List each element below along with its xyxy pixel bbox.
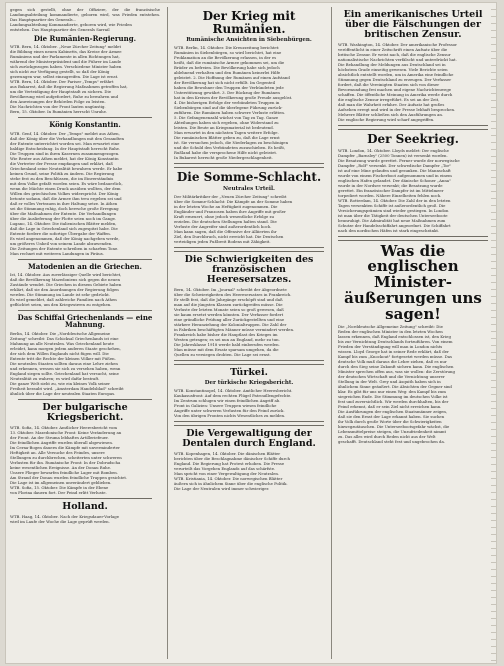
body-text: Die „Norddeutsche Allgemeine Zeitung" schreibt: Die Reden der englischen Minister in den letzten Wochen lassen erkennen, daß England entschlossen ist, den Krieg bis zur Vernichtung Deutschlands fortzuführen. Von einem Frieden der Verständigung will man in London nichts wissen. Lloyd George hat in seiner Rede erklärt, daß der Kampf bis zum „Knockout" fortgesetzt werden müsse. Das deutsche Volk muß daraus die Lehre ziehen, daß es nur durch den Sieg seine Zukunft sichern kann. Die englischen Minister sprechen offen aus, was sie wollen: die Zerstörung der deutschen Wirtschaft und die Vernichtung unserer Stellung in der Welt. Grey und Asquith haben sich in ähnlichem Sinne geäußert. Die Absichten der Gegner sind klar. Es gibt für uns nur einen Weg: den Kampf bis zum siegreichen Ende. Die Stimmung im deutschen Volke ist fest und zuversichtlich. Wir werden durchhalten, bis der Feind erkennt, daß er sein Ziel nicht erreichen kann. Die Ausführungen der englischen Staatsmänner zeigen, daß sie den Ernst der Lage erkannt haben. Sie suchen ihr Volk durch große Worte über die Schwierigkeiten hinwegzutäuschen. Die Unterseebootsgefahr wächst, die Lebensmittelpreise steigen, die Unzufriedenheit nimmt zu. Das alles wird durch Reden nicht aus der Welt geschafft. Deutschland steht fest und ungebrochen da. [338, 324, 455, 445]
column-2 [174, 7, 324, 659]
separator [18, 399, 152, 400]
section-subheading: Rumänische Ansichten in Siebenbürgen. [186, 37, 312, 44]
section-heading: Der Krieg mit Rumänien. [202, 9, 296, 36]
body-text: Berlin, 14. Oktober. Die „Norddeutsche Allgemeine Zeitung" schreibt: Das Schicksal Griechenlands ist eine Mahnung an alle Neutralen. Was Griechenland heute erleidet, kann morgen jedem anderen Staate geschehen, der sich dem Willen Englands nicht fügen will. Die Entente tritt die Rechte der kleinen Völker mit Füßen. Die neutralen Staaten sollten daraus eine Lehre ziehen und erkennen, wessen sie sich zu versehen haben, wenn England siegen sollte. Griechenland hat versucht, seine Neutralität zu wahren; es wird dafür bestraft. Die ganze Welt sieht zu, wie ein kleines Volk seiner Freiheit beraubt wird. „Amsterdam Handelsblad" schreibt ähnlich über die Lage der neutralen Staaten Europas. [10, 330, 124, 396]
body-text: WTB. Berlin, 14. Oktober. Die Kreuzzeitung berichtet: Rumänien in Siebenbürgen, so wird berichtet, hat eine Proklamation an die Bevölkerung erlassen, in der es heißt, daß die rumänische Armee gekommen sei, um die Brüder zu befreien. Die Bevölkerung habe sich jedoch ablehnend verhalten und den Rumänen keinerlei Hilfe geleistet. 2. Die Hoffnung der Rumänen auf einen Aufstand der Bevölkerung hat sich nicht erfüllt. Im Gegenteil haben die Bewohner den Truppen der Verbündeten jede Unterstützung gewährt. 3. Der Rückzug der Rumänen hat in den Kreisen der Bevölkerung große Freude ausgelöst. 4. Die bisherigen Erfolge der verbündeten Truppen in Siebenbürgen sind auf die überlegene Führung zurück- zuführen. Die Rumänen haben schwere Verluste erlitten. 5. Die Gefangenenzahl wächst von Tag zu Tag. Ganze Abteilungen haben sich ergeben, ohne Widerstand zu leisten. Die Beute an Kriegsmaterial ist bedeutend. Man erwartet in den nächsten Tagen weitere Erfolge. Die rumänischen Blätter geben zu, daß die Lage ernst ist. Sie versuchen jedoch, die Niederlagen zu beschönigen und die Schuld den Verbündeten zuzuschieben. Es heißt, Rußland habe die versprochene Hilfe nicht geleistet. In Bukarest herrscht große Niedergeschlagenheit. [174, 45, 293, 161]
separator [174, 163, 324, 168]
body-text: WTB. Washington, 14. Oktober. Der amerikanische Professor veröffentlicht in einer Zeitschrift einen Aufsatz über die britische Zensur. Er weist nach, daß die englische Zensur nationalistische Nachrichten verfälscht und unterdrückt hat. Die Behandlung der Meldungen aus Deutschland sei in höchstem Grade einseitig gewesen. Viele Berichte seien absichtlich entstellt worden, um in Amerika eine feindliche Stimmung gegen Deutschland zu erzeugen. Der Verfasser fordert, daß die Vereinigten Staaten sich von dieser Bevormundung frei machen und eigene Nachrichtenwege schaffen. Die öffentliche Meinung in Amerika werde durch die englische Zensur irregeführt. Es sei an der Zeit, daß man die Wahrheit erfahre. Der Aufsatz hat großes Aufsehen erregt und wird in der Presse lebhaft besprochen. Mehrere Blätter schließen sich den Ausführungen an. Die englische Regierung wird scharf angegriffen. [338, 41, 457, 122]
body-text: WTB. Sofia, 14. Oktober. Amtlicher Heeresbericht vom 13. Oktober. Mazedonische Front: Keine Veränderung an der Front. An der Struma lebhaftes Artilleriefeuer. Die feindlichen Angriffe wurden überall abgewiesen. Im Cerna-Bogen dauern die Kämpfe mit unverminderter Heftigkeit an. Alle Versuche des Feindes, unsere Stellungen zu durchbrechen, scheiterten unter schweren Verlusten für ihn. Rumänische Front: In der Dobrudscha keine wesentlichen Ereignisse. An der Donau Ruhe. Unsere Flieger bewarfen feindliche Lager mit Bomben. Am Strand der Donau wurden feindliche Truppen gesichtet. Die Lage ist im allgemeinen unverändert geblieben. WTB. Sofia, 15. Oktober. Die Kämpfe in der Ebene von Florina dauern fort. Der Feind erlitt Verluste. [10, 424, 128, 495]
body-text: WTB. London, 14. Oktober. Lloyds meldet: Der englische Dampfer „Barnsley" (2500 Tonnen) ist versenkt worden. Die Besatzung wurde gerettet. Ferner wurde der norwegische Dampfer „Rolf" versenkt. Der schwedische Dampfer „Tor" ist auf eine Mine gelaufen und gesunken. Die Mannschaft wurde von einem Fischerboot aufgenommen und in einem englischen Hafen gelandet. Der dänische Schoner „Anna" wurde in der Nordsee versenkt; die Besatzung wurde gerettet. Ein französischer Dampfer ist im Mittelmeer torpediert worden. Nähere Einzelheiten fehlen noch. WTB. Rotterdam, 14. Oktober. Die Zahl der in den letzten Tagen versenkten Schiffe ist außerordentlich groß. Die Versicherungsprämien sind wieder gestiegen. In London ist man über die Tätigkeit der deutschen Unterseeboote beunruhigt. Die Admiralität hat neue Maßnahmen zum Schutze der Handelsschiffahrt angeordnet. Die Schiffahrt nach den nordischen Häfen ist stark eingeschränkt. [338, 147, 460, 233]
separator [338, 236, 488, 241]
separator [174, 360, 324, 365]
section-heading: Ein amerikanisches Urteil über die Fälschungen der britischen Zensur. [343, 9, 483, 40]
column-3 [338, 7, 488, 659]
section-heading: König Konstantin. [49, 120, 121, 130]
separator [18, 117, 152, 118]
body-text: Bern, 14. Oktober. Im „Journal" schreibt der Abgeordnete über die Schwierigkeiten des Heeresersatzes in Frankreich. Er stellt fest, daß die Jahrgänge erschöpft sind und daß man auf die jüngsten Klassen zurückgreifen müsse. Die Verluste der letzten Monate seien so groß gewesen, daß sie kaum ersetzt werden könnten. Der Verfasser fordert eine gründliche Prüfung aller Zurückgestellten und eine stärkere Heranziehung der Kolonialtruppen. Die Zahl der in Fabriken beschäftigten Männer müsse vermindert werden. Frankreich habe bisher die Hauptlast des Krieges im Westen getragen; es sei nun an England, mehr zu tun. Die Jahresklasse 1918 werde bald einberufen werden. Man müsse mit dem Ersatz sparsam umgehen, da die Quellen zu versiegen drohten. Die Lage sei ernst. [174, 286, 295, 357]
section-heading: Der Seekrieg. [367, 131, 459, 146]
column-rule [167, 7, 168, 659]
body-text: Ist, 14. Oktober. Aus zuverlässiger Quelle wird berichtet, daß die Bevölkerung Mazedoniens sich gegen die neuen Zustände wendet. Die Griechen in diesem Gebiete haben erklärt, daß sie den Anordnungen der Regierung folgen werden. Die Stimmung im Lande ist sehr gedrückt. Es wird gemeldet, daß zahlreiche Familien nach Athen geflüchtet seien, um den Kriegswirren zu entgehen. [10, 272, 122, 308]
body-text: WTB. Bern, 14. Oktober. „Neue Zürcher Zeitung" meldet die Bildung eines neuen Kabinetts, das Kreise der Armee Rumäniens und der Parlamente in allen Richtungen hat, während der Ministerpräsident und die Führer im Lande sich zurückgezogen haben. Verschiedene Minister haben sich nicht zur Verfügung gestellt, so daß der König gezwungen war, selbst einzugreifen. Die Lage ist ernst. WTB. Bern, 14. Oktober. Der Pariser „Temps" erfährt aus Bukarest, daß die Regierung Maßnahmen getroffen hat, um die Verteidigung der Hauptstadt zu sichern. Die Bevölkerung wird aufgefordert, Ruhe zu bewahren und den Anweisungen der Behörden Folge zu leisten. Die Nachrichten von der Front lauten ungünstig. Bern, 15. Oktober. In Rumänien herrscht Unruhe. [10, 44, 128, 115]
body-text: WTB. Genf, 14. Oktober. Der „Temps" meldet aus Athen, daß der König über die Verhandlungen mit den Gesandten der Entente unterrichtet worden sei. Man erwartet eine baldige Entscheidung. In der Hauptstadt herrscht Ruhe. Die Truppen sind in ihren Kasernen zusammengezogen. Wie Reuter aus Athen meldet, hat der König Konstantin die Vertreter der Presse empfangen und erklärt, daß Griechenland seine Neutralität bewahren werde. Er habe keinen Grund, seine Politik zu ändern. Die Regierung stehe fest zu den Beschlüssen, die im Einverständnis mit dem Volke gefaßt worden seien. Es wäre bedauerlich, wenn die Mächte einen Druck ausüben wollten, der dem Willen des griechischen Volkes widerspricht. Der König betonte sodann, daß die Armee ihm treu ergeben sei und daß er volles Vertrauen in ihre Haltung setze. In Athen sei die Stimmung ruhig, doch herrsche große Erregung über die Maßnahmen der Entente. Die Verhandlungen über die Auslieferung der Flotte seien noch im Gange. Lugano, 14. Oktober. Die italienischen Blätter melden, daß die Lage in Griechenland sich zugespitzt habe. Die Entente fordere die sofortige Übergabe der Waffen. Es wird angenommen, daß der König nachgeben werde, um größeres Unheil von seinem Lande abzuwenden. Die Zeitungen der Entente schreiben in scharfem Tone. Man rechnet mit weiteren Landungen in Piräus. [10, 130, 125, 256]
intro-text: gegen sich gestellt, ohne der Offiziere, der die französische Landungsabteilung kommandierte, geboren wird, was Frieden entstehen. Das Hauptquartier des Generals... [10, 7, 160, 22]
column-rule [331, 7, 332, 659]
section-subheading: Neutrales Urteil. [223, 185, 275, 192]
separator [18, 310, 152, 311]
section-heading: Türkei. [230, 366, 268, 378]
section-heading: Was die englischen Minister-äußerungen uns sagen! [344, 241, 482, 323]
separator [338, 125, 488, 130]
body-text: WTB. Kopenhagen, 14. Oktober. Die dänischen Blätter berichten über die Beschlagnahme dänischer Schiffe durch England. Die Regierung hat Protest erhoben. Die Presse verurteilt das Vorgehen Englands auf das schärfste. Man spricht von einer Vergewaltigung der Neutralen. WTB. Kristiania, 14. Oktober. Die norwegischen Blätter äußern sich in ähnlichem Sinne über die englische Politik. Die Lage der Neutralen wird immer schwieriger. [174, 450, 290, 491]
section-heading: Matodenien an die Griechen. [28, 261, 142, 271]
section-heading: Der bulgarische Kriegsbericht. [42, 401, 128, 423]
separator [174, 247, 324, 252]
section-heading: Die Somme-Schlacht. [176, 170, 322, 185]
separator [18, 259, 152, 260]
separator [18, 498, 152, 499]
section-heading: Holland. [62, 500, 108, 512]
separator [174, 421, 324, 426]
section-heading: Die Vergewaltigung der Dentalen durch England. [182, 427, 316, 449]
body-text: Der Militärkritiker der „Neuen Zürcher Zeitung" schreibt über die Somme-Schlacht: Die Kämpfe an der Somme haben in der letzten Woche an Heftigkeit zugenommen. Die Engländer und Franzosen haben ihre Angriffe mit großer Kraft erneuert, ohne jedoch wesentliche Erfolge zu erzielen. Die deutschen Stellungen halten stand. Die Verluste der Angreifer sind außerordentlich hoch. Man kann sagen, daß die Offensive der Alliierten ihr Ziel, den Durchbruch, nicht erreicht hat. Die Deutschen verteidigen jeden Fußbreit Bodens mit Zähigkeit. [174, 193, 293, 244]
page-edge [491, 3, 496, 663]
body-text: Landungsabteilung Kommandierte, geboren wird, wie Frieden entstehen. Das Hauptquartier des Generals Sarrail [10, 22, 132, 32]
section-heading: Die Rumänien-Regierung. [33, 34, 137, 43]
section-subheading: Der türkische Kriegsbericht. [204, 379, 294, 386]
body-text: WTB. Konstantinopel, 14. Oktober. Amtlicher Heeresbericht. Kaukasusfront: Auf dem rechten Flügel Patrouillengefechte. Im Zentrum schlugen wir einen feindlichen Angriff ab. Front in Galizien: Unsere Truppen wiesen feindliche Angriffe unter schweren Verlusten für den Feind zurück. Von den übrigen Fronten nichts Wesentliches zu melden. [174, 387, 293, 418]
body-text: WTB. Haag, 14. Oktober. Nach der Kriegsdauer-Vorlage wird im Laufe der Woche die Lage geprüft werden. [10, 513, 120, 524]
section-heading: Die Schwierigkeiten des französischen Heeresersatzes. [184, 253, 314, 285]
column-1 [10, 7, 160, 659]
newspaper-page [6, 3, 496, 663]
section-heading: Das Schiffal Griechenlands — eine Mahnung. [17, 313, 153, 330]
